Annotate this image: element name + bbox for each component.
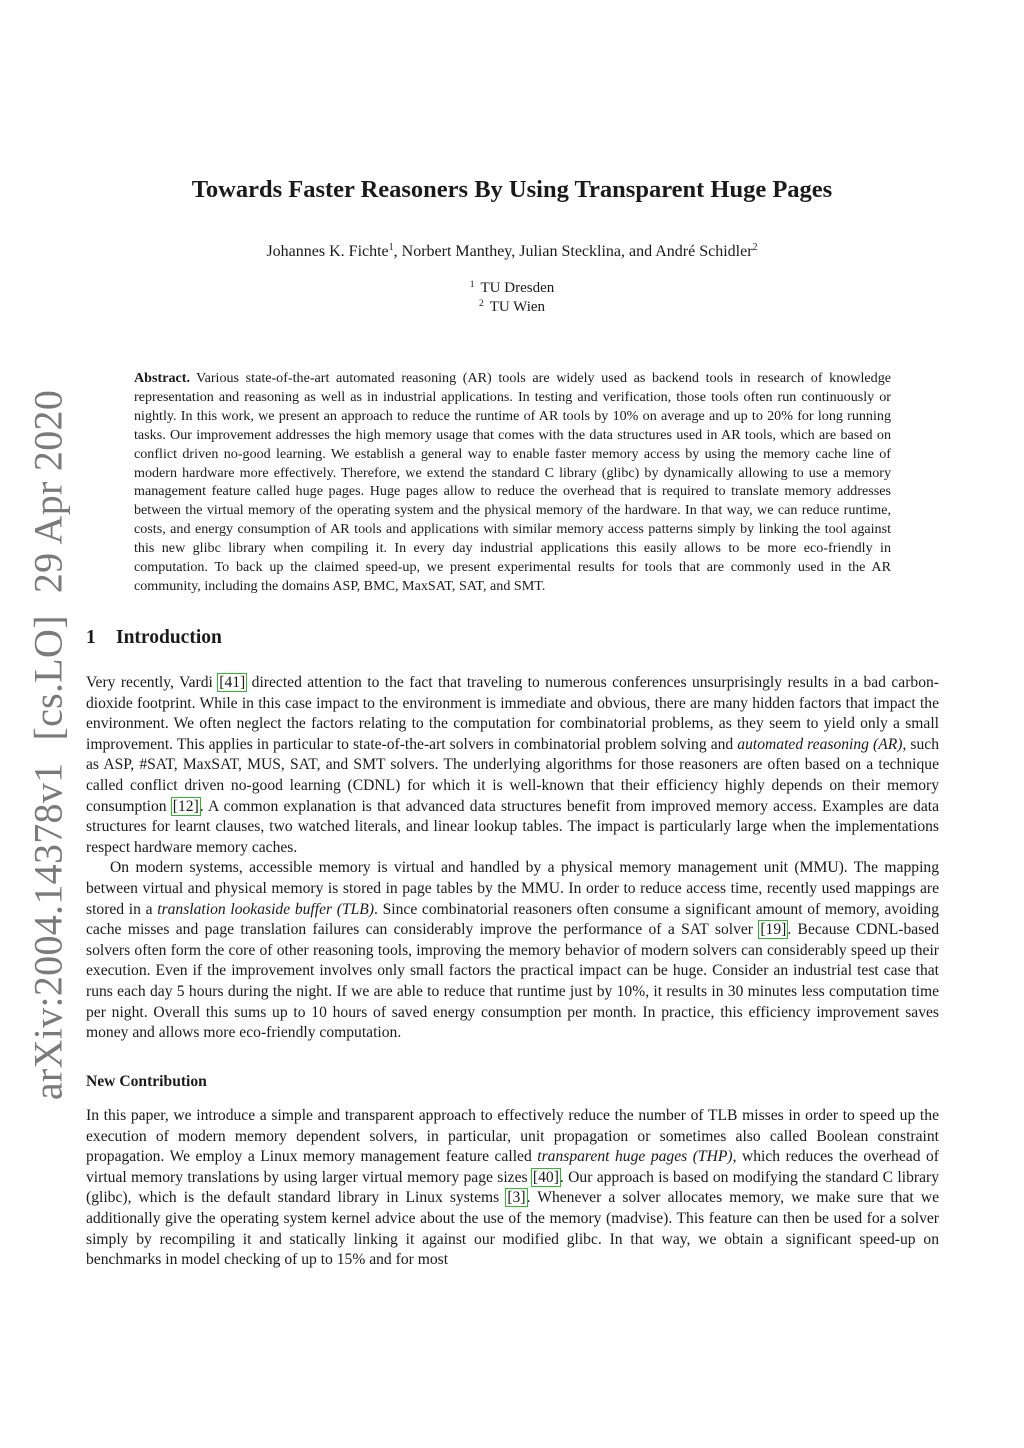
- author-first: Johannes K. Fichte: [266, 243, 389, 260]
- text-run: On modern systems, accessible memory is virtual and handled by a physical memory management unit (MMU). The mapping between virtual and physical memory is stored in page tables by the MMU. In order to reduce access time, recently used mappings are stored in a: [86, 859, 939, 918]
- citation-3[interactable]: [3]: [507, 1189, 526, 1207]
- arxiv-date: 29 Apr 2020: [25, 389, 71, 594]
- introduction-body: [86, 673, 939, 1044]
- paper-title: Towards Faster Reasoners By Using Transparent Huge Pages: [191, 176, 833, 203]
- author-rest: , Norbert Manthey, Julian Stecklina, and André Schidler: [393, 243, 753, 260]
- text-run: . Because CDNL-based solvers often form the core of other reasoning tools, improving the memory behavior of modern solvers can considerably speed up their execution. Even if the improvement involves only small factors the practical impact can be huge. Consider an industrial test case that runs each day 5 hours during the night. If we are able to reduce that runtime just by 10%, it results in 30 minutes less computation time per night. Overall this sums up to 10 hours of saved energy consumption per month. In practice, this efficiency improvement saves money and allows more eco-friendly computation.: [86, 921, 939, 1042]
- author-last-affil-mark: 2: [752, 242, 758, 253]
- citation-19[interactable]: [19]: [760, 921, 787, 939]
- emphasis-term: transparent huge pages (THP): [537, 1148, 733, 1166]
- text-run: , such as ASP, #SAT, MaxSAT, MUS, SAT, and SMT solvers. The underlying algorithms for those reasoners are often based on a technique called conflict driven no-good learning (CDNL) for which it is well-known that their efficiency highly depends on their memory consumption: [86, 735, 939, 815]
- subheading-new-contribution: New Contribution: [86, 1073, 207, 1090]
- citation-40[interactable]: [40]: [532, 1168, 559, 1186]
- affiliation-1-name: TU Dresden: [480, 280, 555, 296]
- affiliation-1-mark: 1: [469, 280, 475, 290]
- text-run: Very recently, Vardi: [86, 674, 219, 691]
- citation-41[interactable]: [41]: [219, 674, 246, 691]
- section-heading-introduction: [86, 627, 222, 649]
- text-run: directed attention to the fact that traveling to numerous conferences unsurprisingly results in a bad carbon-dioxide footprint. While in this case impact to the environment is immediate and obvious, there are many hidden factors that impact the environment. We often neglect the factors relating to the computation for combinatorial problems, as they seem to yield only a small improvement. This applies in particular to state-of-the-art solvers in combinatorial problem solving and: [86, 674, 939, 753]
- affiliation-2-mark: 2: [478, 299, 484, 309]
- arxiv-id: arXiv:2004.14378v1: [25, 762, 71, 1101]
- abstract-text: Various state-of-the-art automated reasoning (AR) tools are widely used as backend tools in research of knowledge representation and reasoning as well as in industrial applications. In testing and verification, those tools often run continuously or nightly. In this work, we present an approach to reduce the runtime of AR tools by 10% on average and up to 20% for long running tasks. Our improvement addresses the high memory usage that comes with the data structures used in AR tools, which are based on conflict driven no-good learning. We establish a general way to enable faster memory access by using the memory cache line of modern hardware more effectively. Therefore, we extend the standard C library (glibc) by dynamically allowing to use a memory management feature called huge pages. Huge pages allow to reduce the overhead that is required to translate memory addresses between the virtual memory of the operating system and the physical memory of the hardware. In that way, we can reduce runtime, costs, and energy consumption of AR tools and applications with similar memory access patterns simply by linking the tool against this new glibc library when compiling it. In every day industrial applications this easily allows to be more eco-friendly in computation. To back up the claimed speed-up, we present experimental results for tools that are commonly used in the AR community, including the domains ASP, BMC, MaxSAT, SAT, and SMT.: [134, 370, 891, 594]
- arxiv-stamp: [25, 390, 72, 1100]
- arxiv-category: [cs.LO]: [25, 615, 71, 741]
- new-contribution-body: [86, 1106, 939, 1271]
- text-run: . A common explanation is that advanced data structures benefit from improved memory access. Examples are data structures for learnt clauses, two watched literals, and linear lookup tables. The impact is particularly large when the implementations respect hardware memory caches.: [86, 797, 939, 856]
- intro-paragraph-1: [86, 673, 939, 858]
- emphasis-term: translation lookaside buffer (TLB): [157, 900, 375, 918]
- text-run: , which reduces the overhead of virtual memory translations by using larger virtual memory page sizes: [86, 1148, 939, 1186]
- section-title: Introduction: [116, 627, 222, 648]
- contribution-paragraph-1: [86, 1106, 939, 1271]
- affiliation-2: [0, 299, 1024, 316]
- author-first-affil-mark: 1: [388, 242, 394, 253]
- intro-paragraph-2: [86, 858, 939, 1043]
- affiliation-1: [0, 280, 1024, 297]
- text-run: . Our approach is based on modifying the standard C library (glibc), which is the default standard library in Linux systems: [86, 1168, 939, 1207]
- section-number: 1: [86, 627, 96, 648]
- author-list: [0, 242, 1024, 261]
- citation-12[interactable]: [12]: [172, 797, 199, 815]
- abstract: [134, 369, 891, 596]
- abstract-label: Abstract.: [134, 370, 190, 386]
- text-run: . Since combinatorial reasoners often consume a significant amount of memory, avoiding cache misses and page translation failures can considerably improve the performance of a SAT solver: [86, 900, 940, 939]
- affiliation-2-name: TU Wien: [489, 299, 546, 315]
- text-run: In this paper, we introduce a simple and transparent approach to effectively reduce the number of TLB misses in order to speed up the execution of modern memory dependent solvers, in particular, unit propagation or sometimes also called Boolean constraint propagation. We employ a Linux memory management feature called: [86, 1107, 939, 1166]
- emphasis-term: automated reasoning (AR): [737, 735, 903, 753]
- text-run: . Whenever a solver allocates memory, we make sure that we additionally give the operating system kernel advice about the use of the memory (madvise). This feature can then be used for a solver simply by recompiling it and statically linking it against our modified glibc. In that way, we obtain a significant speed-up on benchmarks in model checking of up to 15% and for most: [86, 1189, 939, 1269]
